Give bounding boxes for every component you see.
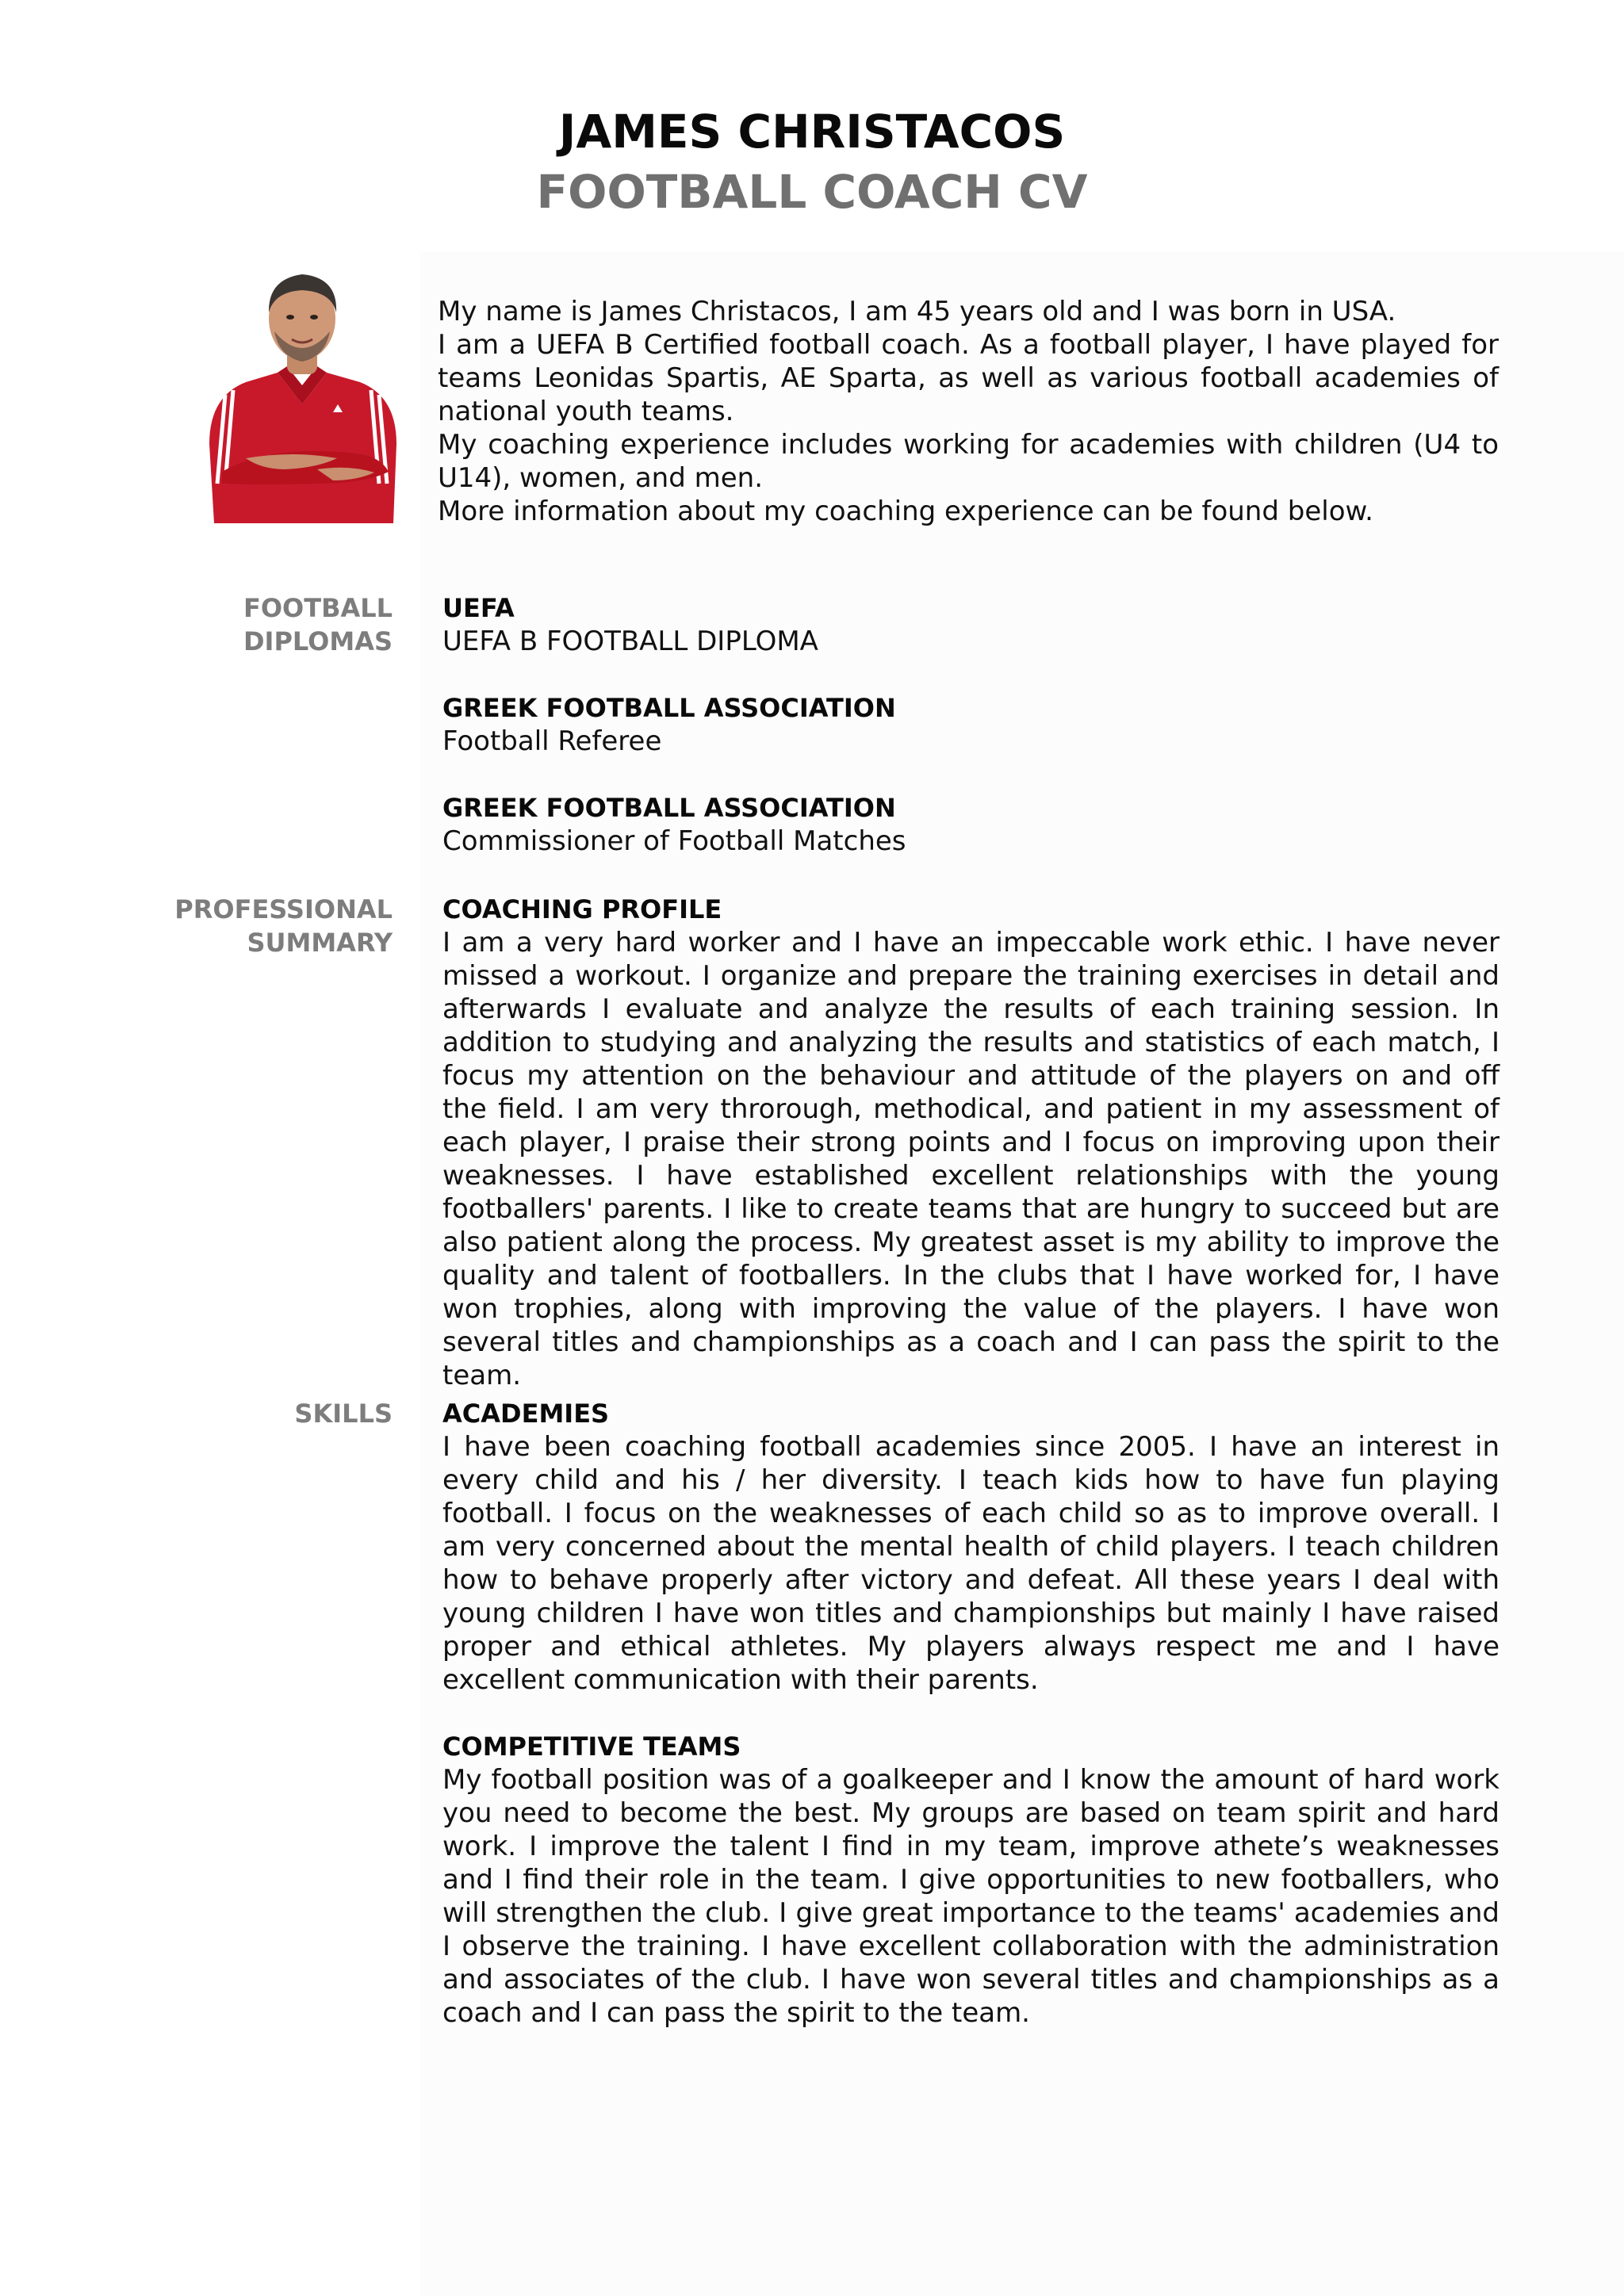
cv-header (0, 101, 1624, 222)
entry-title: GREEK FOOTBALL ASSOCIATION (442, 793, 896, 823)
entry-text: I am a very hard worker and I have an impeccable work ethic. I have never missed a workout. I organize and prepare the training exercises in detail and afterwards I evaluate and analyze the results of each training session. In addition to studying and analyzing the results and statistics of each match, I focus my attention on the behaviour and attitude of the players on and off the field. I am very throrough, methodical, and patient in my assessment of each player, I praise their strong points and I focus on improving upon their weaknesses. I have established excellent relationships with the young footballers' parents. I like to create teams that are hungry to succeed but are also patient along the process. My greatest asset is my ability to improve the quality and talent of footballers. In the clubs that I have worked for, I have won trophies, along with improving the value of the players. I have won several titles and championships as a coach and I can pass the spirit to the team. (442, 927, 1500, 1391)
entry-text: My football position was of a goalkeeper and I know the amount of hard work you need to become the best. My groups are based on team spirit and hard work. I improve the talent I find in my team, improve athete’s weaknesses and I find their role in the team. I give opportunities to new footballers, who will strengthen the club. I give great importance to the teams' academies and I observe the training. I have excellent collaboration with the administration and associates of the club. I have won several titles and championships as a coach and I can pass the spirit to the team. (442, 1764, 1500, 2029)
section-label-skills: SKILLS (294, 1399, 393, 1429)
cv-title: FOOTBALL COACH CV (536, 165, 1088, 219)
intro-text (438, 295, 1499, 528)
intro-paragraph: My coaching experience includes working for academies with children (U4 to U14), women, and men. (438, 429, 1499, 494)
section-body-summary (442, 893, 1500, 1425)
entry-title: UEFA (442, 593, 515, 623)
summary-entry (442, 893, 1500, 1392)
entry-text: I have been coaching football academies since 2005. I have an interest in every child and his / her diversity. I teach kids how to have fun playing football. I focus on the weaknesses of each child so as to improve overall. I am very concerned about the mental health of child players. I teach children how to behave properly after victory and defeat. All these years I deal with young children I have won titles and championships but mainly I have raised proper and ethical athletes. My players always respect me and I have excellent communication with their parents. (442, 1431, 1500, 1696)
skill-entry (442, 1730, 1500, 2030)
section-label-diplomas: FOOTBALL DIPLOMAS (243, 593, 393, 656)
entry-text: Commissioner of Football Matches (442, 825, 906, 857)
entry-text: Football Referee (442, 725, 662, 757)
entry-title: COACHING PROFILE (442, 894, 722, 924)
entry-title: ACADEMIES (442, 1399, 610, 1429)
entry-title: GREEK FOOTBALL ASSOCIATION (442, 693, 896, 723)
intro-paragraph: My name is James Christacos, I am 45 years old and I was born in USA. (438, 296, 1396, 327)
entry-text: UEFA B FOOTBALL DIPLOMA (442, 626, 818, 657)
skill-entry (442, 1397, 1500, 1697)
diploma-entry (442, 591, 1500, 658)
entry-title: COMPETITIVE TEAMS (442, 1732, 741, 1762)
intro-paragraph: More information about my coaching experience can be found below. (438, 496, 1373, 527)
section-body-skills (442, 1397, 1500, 2063)
section-body-diplomas (442, 591, 1500, 891)
intro-paragraph: I am a UEFA B Certified football coach. As a football player, I have played for teams Leonidas Spartis, AE Sparta, as well as various football academies of national youth teams. (438, 329, 1499, 427)
section-label-summary: PROFESSIONAL SUMMARY (174, 894, 393, 958)
diploma-entry (442, 691, 1500, 758)
candidate-name: JAMES CHRISTACOS (558, 105, 1066, 159)
diploma-entry (442, 791, 1500, 858)
coach-photo (198, 246, 406, 523)
